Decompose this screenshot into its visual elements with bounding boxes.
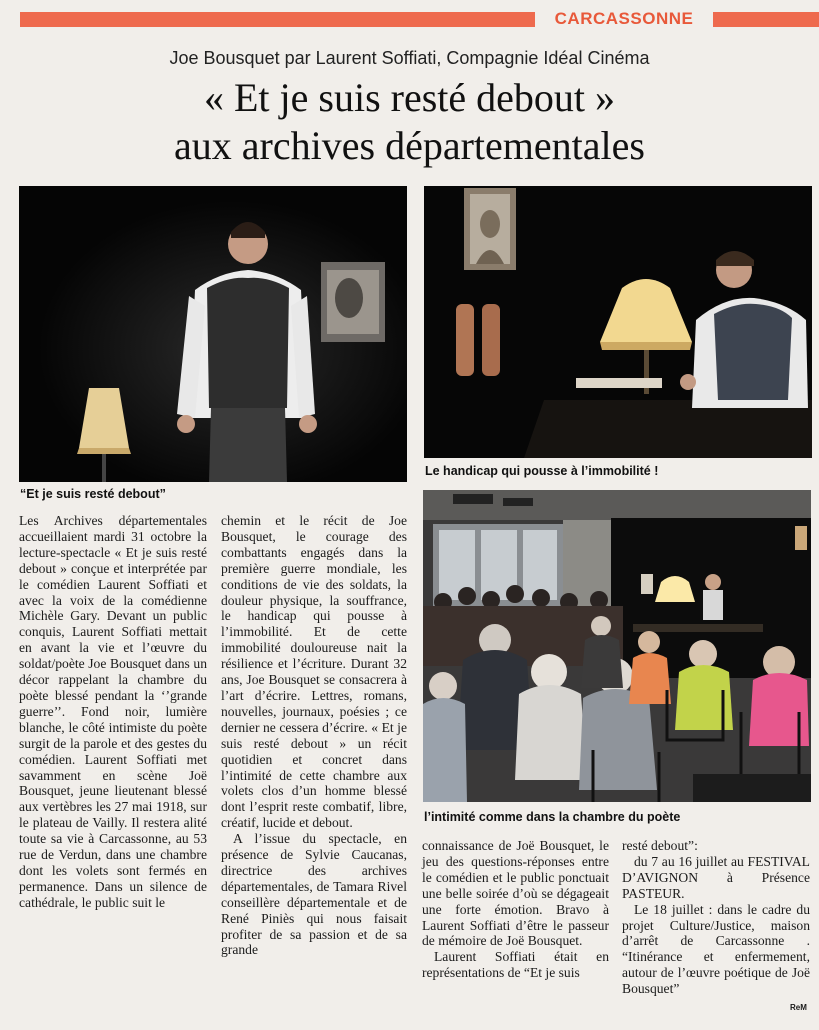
col3-paragraph-2: Laurent Soffiati était en représentations de “Et je suis <box>422 949 609 981</box>
col4-paragraph-2: du 7 au 16 juillet au FESTIVAL D’AVIGNON à Présence PASTEUR. <box>622 853 810 901</box>
text-column-1 <box>19 513 207 911</box>
text-column-3 <box>422 838 609 981</box>
col2-paragraph-1: chemin et le récit de Joe Bousquet, le courage des combattants engagés dans la première guerre mondiale, les conditions de vie des soldats, la douleur physique, la souffrance, le handicap qui pousse à l’immobilité. Et de cette immobilité douloureuse nait la résilience et l’écriture. Durant 32 ans, Joe Bousquet se consacrera à l’art d’écrire. Lettres, romans, nouvelles, journaux, poésies ; ce dernier ne cessera d’écrire. « Et je suis resté debout » un récit quotidien et concret dans l’intimité de cette chambre aux volets clos d’un homme blessé dont l’esprit reste combatif, libre, créatif, lucide et debout. <box>221 513 407 831</box>
section-label: CARCASSONNE <box>554 9 694 28</box>
photo1-caption: “Et je suis resté debout” <box>20 487 166 501</box>
col3-paragraph-1: connaissance de Joë Bousquet, le jeu des questions-réponses entre le comédien et le public ponctuait une belle soirée d’où se dégageait une forte émotion. Bravo à Laurent Soffiati d’être le passeur de mémoire de Joë Bousquet. <box>422 838 609 949</box>
header-band-left <box>20 12 535 27</box>
col2-paragraph-2: A l’issue du spectacle, en présence de Sylvie Caucanas, directrice des archives départementales, de Tamara Rivel conseillère départementale et de René Piniès qui nous faisait profiter de sa passion et de sa grande <box>221 831 407 958</box>
col4-paragraph-1: resté debout”: <box>622 838 698 853</box>
photo-actor-standing <box>19 186 407 482</box>
text-column-2 <box>221 513 407 958</box>
photo-actor-desk <box>424 186 812 458</box>
headline-line-1: « Et je suis resté debout » <box>203 75 616 120</box>
header-band-right <box>713 12 819 27</box>
kicker: Joe Bousquet par Laurent Soffiati, Compagnie Idéal Cinéma <box>169 48 650 68</box>
headline-line-2: aux archives départementales <box>174 123 645 168</box>
photo2-caption: Le handicap qui pousse à l’immobilité ! <box>425 464 659 478</box>
photo3-caption: l’intimité comme dans la chambre du poète <box>424 810 681 824</box>
author-signature: ReM <box>790 1003 807 1012</box>
headline <box>0 74 819 170</box>
photo-audience <box>423 490 811 802</box>
col1-paragraph: Les Archives départementales accueillaient mardi 31 octobre la lecture-spectacle « Et je suis resté debout » conçue et interprétée par le comédien Laurent Soffiati et avec la voix de la comédienne Michèle Gary. Devant un public conquis, Laurent Soffiati mettait en avant la vie et l’œuvre du soldat/poète Joe Bousquet dans un décor rappelant la chambre du poète blessé pendant la ‘’grande guerre’’. Fond noir, lumière blanche, le côté intimiste du poète surgit de la parole et des gestes du comédien. Laurent Soffiati met savamment en scène Joë Bousquet, jeune lieutenant blessé aux vertèbres les 27 mai 1918, sur le plateau de Vailly. Il restera alité toute sa vie à Carcassonne, au 53 rue de Verdun, dans une chambre dont les volets sont fermés en permanence. Dans un silence de cathédrale, le public suit le <box>19 513 207 910</box>
col4-paragraph-3: Le 18 juillet : dans le cadre du projet Culture/Justice, maison d’arrêt de Carcassonne . “Itinérance et enfermement, autour de l’œuvre poétique de Joë Bousquet” <box>622 901 810 997</box>
text-column-4 <box>622 838 810 997</box>
